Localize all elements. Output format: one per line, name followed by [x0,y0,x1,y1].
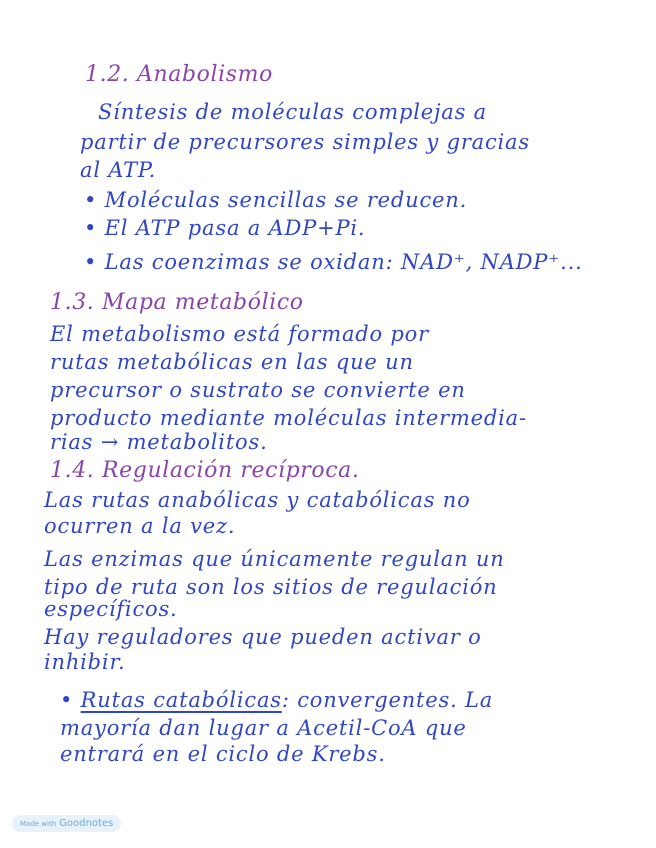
heading-regulacion-reciproca: 1.4. Regulación recíproca. [50,458,360,483]
text-line: Las enzimas que únicamente regulan un [44,547,505,571]
bullet-item: • Las coenzimas se oxidan: NAD⁺, NADP⁺... [84,250,583,274]
bullet-item: • El ATP pasa a ADP+Pi. [84,216,366,240]
rutas-catabolicas-label: Rutas catabólicas [80,688,282,712]
text-line: entrará en el ciclo de Krebs. [60,742,386,766]
text-line: Hay reguladores que pueden activar o [44,625,482,649]
text-line: Síntesis de moléculas complejas a [98,100,487,124]
text-line: producto mediante moléculas intermedia- [50,406,527,430]
text-line: inhibir. [44,650,126,674]
rutas-catabolicas-text: : convergentes. La [281,688,494,712]
text-line: partir de precursores simples y gracias [80,130,530,154]
text-line: ocurren a la vez. [44,514,236,538]
text-line: Las rutas anabólicas y catabólicas no [44,488,471,512]
text-line: tipo de ruta son los sitios de regulación [44,575,498,599]
text-line: mayoría dan lugar a Acetil-CoA que [60,716,467,740]
text-line: rias → metabolitos. [50,430,268,454]
text-line: precursor o sustrato se convierte en [50,378,466,402]
text-line: al ATP. [80,158,157,182]
bullet-item: • Moléculas sencillas se reducen. [84,188,468,212]
text-line: rutas metabólicas en las que un [50,350,414,374]
heading-mapa-metabolico: 1.3. Mapa metabólico [50,290,304,315]
heading-anabolismo: 1.2. Anabolismo [85,62,273,87]
text-line: específicos. [44,597,178,621]
text-line: El metabolismo está formado por [50,322,429,346]
rutas-catabolicas-item: • Rutas catabólicas: convergentes. La [60,688,494,712]
goodnotes-badge: Made with Goodnotes [12,815,121,832]
